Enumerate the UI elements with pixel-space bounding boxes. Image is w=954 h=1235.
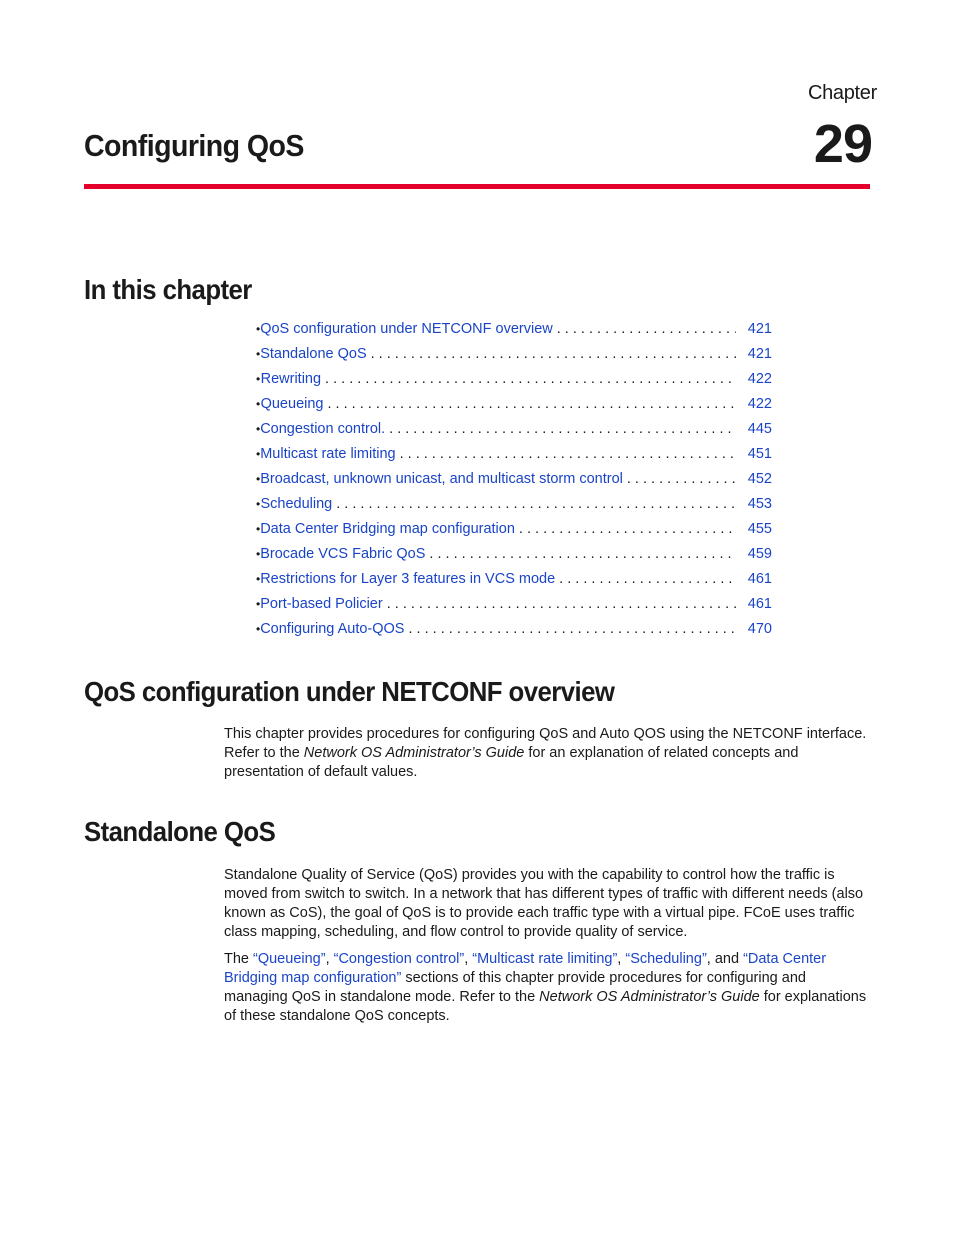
paragraph-text: ,	[617, 951, 626, 967]
chapter-toc	[256, 321, 772, 646]
standalone-qos-paragraph-2	[224, 950, 868, 1026]
dot-leader	[429, 546, 736, 562]
toc-item-page[interactable]: 452	[747, 471, 772, 487]
toc-item-label[interactable]: Configuring Auto-QOS	[260, 621, 405, 637]
toc-item-label[interactable]: Congestion control.	[260, 421, 386, 437]
toc-item-page[interactable]: 455	[747, 521, 772, 537]
bullet-icon: •	[256, 597, 261, 611]
toc-item[interactable]	[256, 421, 772, 446]
toc-item-page[interactable]: 453	[747, 496, 772, 512]
toc-item[interactable]	[256, 471, 772, 496]
guide-title: Network OS Administrator’s Guide	[539, 989, 760, 1005]
dot-leader	[559, 571, 736, 587]
toc-item-label[interactable]: Port-based Policier	[260, 596, 383, 612]
standalone-qos-paragraph-1: Standalone Quality of Service (QoS) provides you with the capability to control how the traffic is moved from switch to switch. In a network that has different types of traffic with different needs (also known as CoS), the goal of QoS is to provide each traffic type with a virtual pipe. FCoE uses traffic class mapping, scheduling, and flow control to provide quality of service.	[224, 867, 864, 940]
bullet-icon: •	[256, 547, 261, 561]
bullet-icon: •	[256, 372, 261, 386]
toc-item[interactable]	[256, 621, 772, 646]
chapter-title: Configuring QoS	[84, 128, 304, 163]
toc-item-label[interactable]: Restrictions for Layer 3 features in VCS mode	[260, 571, 556, 587]
dot-leader	[519, 521, 736, 537]
toc-item-page[interactable]: 459	[747, 546, 772, 562]
toc-item-label[interactable]: Scheduling	[260, 496, 333, 512]
toc-item[interactable]	[256, 521, 772, 546]
chapter-title-rule	[84, 184, 870, 189]
toc-item[interactable]	[256, 446, 772, 471]
congestion-control-link[interactable]: “Congestion control”	[333, 951, 465, 967]
bullet-icon: •	[256, 497, 261, 511]
dot-leader	[327, 396, 736, 412]
dot-leader	[371, 346, 736, 362]
paragraph-text: The	[224, 951, 254, 967]
dot-leader	[400, 446, 736, 462]
toc-item-label[interactable]: Rewriting	[260, 371, 322, 387]
toc-item-page[interactable]: 445	[747, 421, 772, 437]
bullet-icon: •	[256, 447, 261, 461]
toc-item[interactable]	[256, 396, 772, 421]
bullet-icon: •	[256, 622, 261, 636]
paragraph-text: ,	[325, 951, 334, 967]
scheduling-link[interactable]: “Scheduling”	[625, 951, 707, 967]
dot-leader	[627, 471, 736, 487]
toc-item[interactable]	[256, 371, 772, 396]
toc-item-label[interactable]: QoS configuration under NETCONF overview	[260, 321, 553, 337]
toc-item-page[interactable]: 461	[747, 571, 772, 587]
toc-item-page[interactable]: 422	[747, 371, 772, 387]
guide-title: Network OS Administrator’s Guide	[303, 745, 525, 761]
dot-leader	[387, 596, 736, 612]
chapter-number: 29	[813, 114, 872, 174]
toc-item-label[interactable]: Standalone QoS	[260, 346, 367, 362]
paragraph-text: for an explanation of related concepts and presentation of default values.	[224, 745, 799, 780]
paragraph-text: sections of this chapter provide procedures for configuring and managing QoS in standalone mode. Refer to the	[224, 970, 806, 1005]
toc-item-label[interactable]: Queueing	[260, 396, 324, 412]
toc-item-page[interactable]: 421	[747, 321, 772, 337]
toc-item[interactable]	[256, 571, 772, 596]
bullet-icon: •	[256, 472, 261, 486]
toc-item-label[interactable]: Broadcast, unknown unicast, and multicast storm control	[260, 471, 623, 487]
paragraph-text: , and	[706, 951, 744, 967]
bullet-icon: •	[256, 322, 261, 336]
toc-item-label[interactable]: Brocade VCS Fabric QoS	[260, 546, 426, 562]
queueing-link[interactable]: “Queueing”	[253, 951, 326, 967]
netconf-overview-paragraph	[224, 725, 868, 782]
toc-item[interactable]	[256, 346, 772, 371]
dot-leader	[408, 621, 736, 637]
bullet-icon: •	[256, 572, 261, 586]
toc-item-page[interactable]: 421	[747, 346, 772, 362]
netconf-overview-heading: QoS configuration under NETCONF overview	[84, 676, 615, 707]
dot-leader	[325, 371, 736, 387]
in-this-chapter-heading: In this chapter	[84, 274, 252, 305]
dot-leader	[557, 321, 736, 337]
toc-item-page[interactable]: 451	[747, 446, 772, 462]
dcb-map-configuration-link[interactable]: “Data Center Bridging map configuration”	[224, 951, 827, 986]
toc-item[interactable]	[256, 321, 772, 346]
toc-item-page[interactable]: 422	[747, 396, 772, 412]
toc-item[interactable]	[256, 496, 772, 521]
bullet-icon: •	[256, 397, 261, 411]
standalone-qos-heading: Standalone QoS	[84, 816, 276, 847]
toc-item[interactable]	[256, 596, 772, 621]
toc-item-page[interactable]: 470	[747, 621, 772, 637]
toc-item-label[interactable]: Data Center Bridging map configuration	[260, 521, 515, 537]
bullet-icon: •	[256, 422, 261, 436]
toc-item-label[interactable]: Multicast rate limiting	[260, 446, 396, 462]
paragraph-text: for explanations of these standalone QoS concepts.	[224, 989, 867, 1024]
multicast-rate-limiting-link[interactable]: “Multicast rate limiting”	[472, 951, 618, 967]
bullet-icon: •	[256, 522, 261, 536]
dot-leader	[336, 496, 736, 512]
chapter-label: Chapter	[807, 82, 877, 104]
paragraph-text: This chapter provides procedures for configuring QoS and Auto QOS using the NETCONF interface. Refer to the	[224, 726, 867, 761]
paragraph-text: ,	[464, 951, 473, 967]
bullet-icon: •	[256, 347, 261, 361]
toc-item[interactable]	[256, 546, 772, 571]
toc-item-page[interactable]: 461	[747, 596, 772, 612]
dot-leader	[389, 421, 736, 437]
